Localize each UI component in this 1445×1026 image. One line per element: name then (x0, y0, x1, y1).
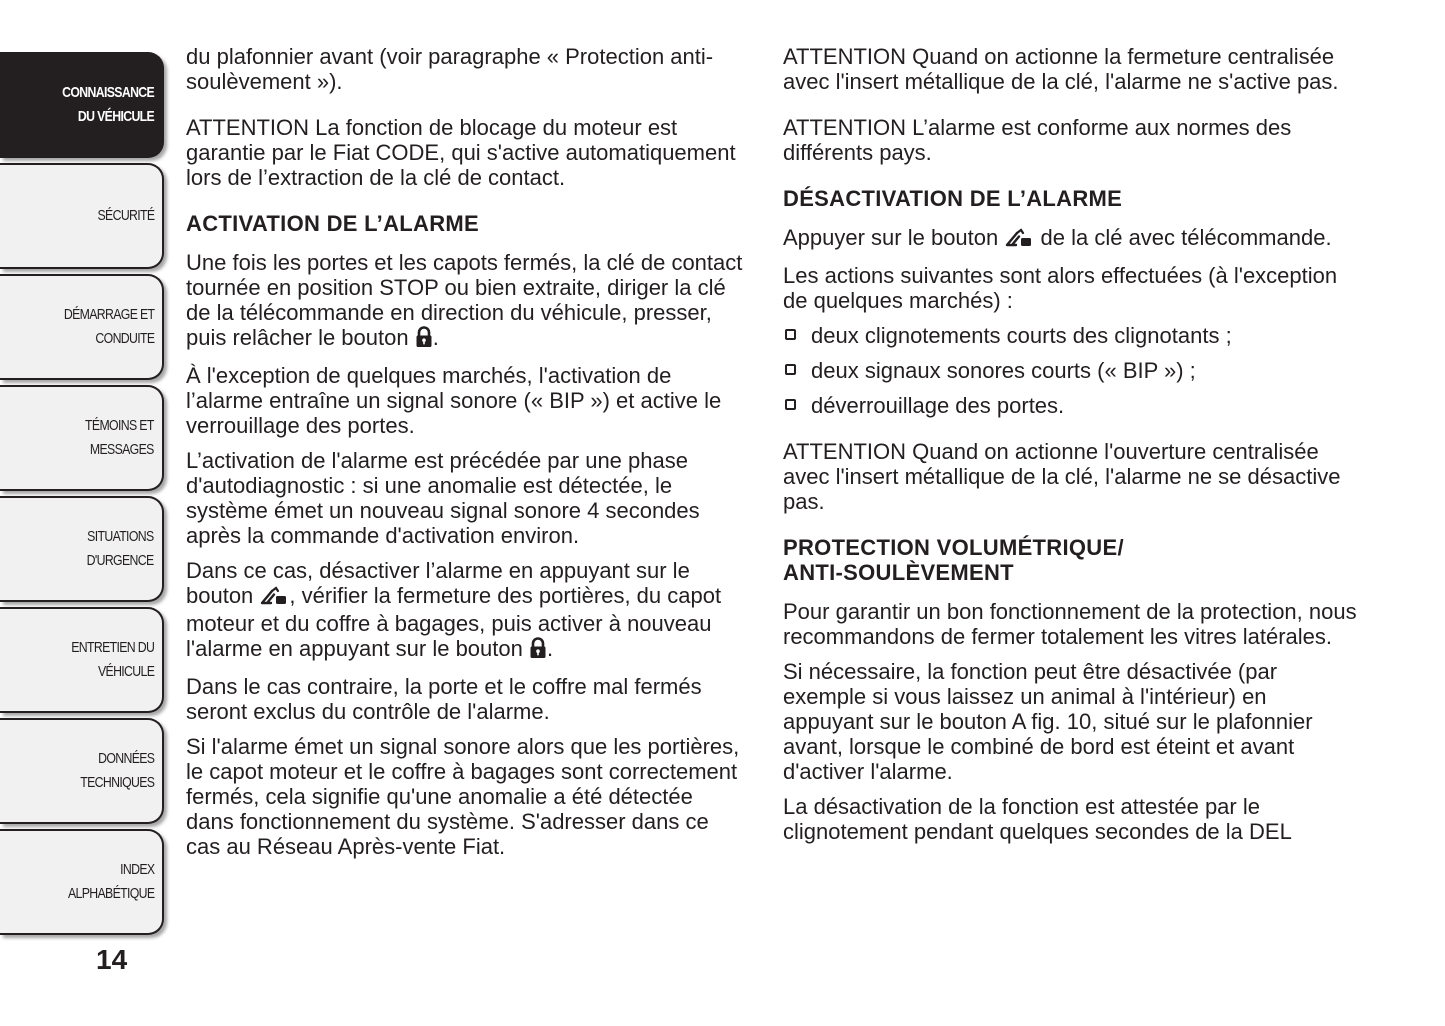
heading-line: ANTI-SOULÈVEMENT (783, 560, 1014, 585)
section-heading-desactivation: DÉSACTIVATION DE L’ALARME (783, 186, 1123, 211)
tab-donnees-techniques[interactable] (0, 718, 164, 824)
unlock-key-icon (1004, 228, 1034, 253)
list-item (783, 323, 1358, 348)
tab-label: CONNAISSANCE DU VÉHICULE (62, 84, 154, 125)
paragraph: Les actions suivantes sont alors effectuées (à l'exception de quelques marchés) : (783, 263, 1338, 313)
paragraph (186, 558, 746, 664)
tab-label: DÉMARRAGE ET CONDUITE (63, 306, 154, 347)
paragraph-text: , vérifier la fermeture des portières, du capot moteur et du coffre à bagages, puis activer à nouveau l'alarme en appuyant sur le bouton (186, 583, 722, 661)
paragraph-text: Une fois les portes et les capots fermés, la clé de contact tournée en position STOP ou bien extraite, diriger la clé de la télécommande en direction du véhicule, presser, puis relâcher le bouton (186, 250, 743, 350)
tab-label: SITUATIONS D'URGENCE (87, 528, 154, 569)
paragraph (186, 250, 746, 353)
list-item (783, 393, 1358, 418)
tab-label: INDEX ALPHABÉTIQUE (67, 861, 154, 902)
attention-note: ATTENTION Quand on actionne la fermeture centralisée avec l'insert métallique de la clé, l'alarme ne s'active pas. (783, 44, 1339, 94)
paragraph-text: Dans ce cas, désactiver l’alarme en appuyant sur le bouton (186, 558, 690, 608)
right-column (783, 44, 1358, 854)
paragraph: Si l'alarme émet un signal sonore alors que les portières, le capot moteur et le coffre à bagages sont correctement fermés, cela signifie qu'une anomalie a été détectée dans fonctionnement du système. S'adresser dans ce cas au Réseau Après-vente Fiat. (186, 734, 740, 859)
paragraph-text: Appuyer sur le bouton (783, 225, 999, 250)
paragraph: À l'exception de quelques marchés, l'activation de l’alarme entraîne un signal sonore (« BIP ») et active le verrouillage des portes. (186, 363, 722, 438)
section-heading-protection (783, 535, 1358, 585)
checkbox-bullet-icon (785, 329, 796, 340)
left-column (186, 44, 746, 869)
heading-line: PROTECTION VOLUMÉTRIQUE/ (783, 535, 1124, 560)
tab-label: TÉMOINS ET MESSAGES (85, 417, 154, 458)
attention-note: ATTENTION Quand on actionne l'ouverture centralisée avec l'insert métallique de la clé, l'alarme ne se désactive pas. (783, 439, 1341, 514)
list-item (783, 358, 1358, 383)
tab-connaissance-du-vehicule[interactable] (0, 52, 164, 158)
paragraph: La désactivation de la fonction est attestée par le clignotement pendant quelques secondes de la DEL (783, 794, 1292, 844)
unlock-key-icon (259, 586, 289, 611)
paragraph: du plafonnier avant (voir paragraphe « Protection anti-soulèvement »). (186, 44, 714, 94)
page-number: 14 (96, 944, 128, 975)
paragraph-text: de la clé avec télécommande. (1040, 225, 1332, 250)
tab-entretien-du-vehicule[interactable] (0, 607, 164, 713)
paragraph-text: . (432, 325, 439, 350)
paragraph: L’activation de l'alarme est précédée par une phase d'autodiagnostic : si une anomalie est détectée, le système émet un nouveau signal sonore 4 secondes après la commande d'activation environ. (186, 448, 700, 548)
action-list (783, 323, 1358, 418)
paragraph (783, 225, 1358, 253)
paragraph-text: . (547, 636, 554, 661)
tab-situations-urgence[interactable] (0, 496, 164, 602)
list-item-text: deux signaux sonores courts (« BIP ») ; (811, 358, 1196, 383)
lock-icon (415, 326, 433, 353)
lock-icon (529, 637, 547, 664)
tab-label: ENTRETIEN DU VÉHICULE (70, 639, 154, 680)
tab-label: SÉCURITÉ (97, 207, 154, 224)
tab-demarrage-et-conduite[interactable] (0, 274, 164, 380)
checkbox-bullet-icon (785, 399, 796, 410)
paragraph: Dans le cas contraire, la porte et le coffre mal fermés seront exclus du contrôle de l'alarme. (186, 674, 702, 724)
tab-label: DONNÉES TECHNIQUES (79, 750, 154, 791)
checkbox-bullet-icon (785, 364, 796, 375)
section-heading-activation: ACTIVATION DE L’ALARME (186, 211, 479, 236)
attention-note: ATTENTION L’alarme est conforme aux normes des différents pays. (783, 115, 1292, 165)
tab-securite[interactable] (0, 163, 164, 269)
tab-index-alphabetique[interactable] (0, 829, 164, 935)
paragraph: Si nécessaire, la fonction peut être désactivée (par exemple si vous laissez un animal à l'intérieur) en appuyant sur le bouton A fig. 10, situé sur le plafonnier avant, lorsque le combiné de bord est éteint et avant d'activer l'alarme. (783, 659, 1313, 784)
attention-note: ATTENTION La fonction de blocage du moteur est garantie par le Fiat CODE, qui s'active automatiquement lors de l’extraction de la clé de contact. (186, 115, 736, 190)
tab-temoins-et-messages[interactable] (0, 385, 164, 491)
paragraph: Pour garantir un bon fonctionnement de la protection, nous recommandons de fermer totalement les vitres latérales. (783, 599, 1357, 649)
list-item-text: déverrouillage des portes. (811, 393, 1065, 418)
list-item-text: deux clignotements courts des clignotants ; (811, 323, 1232, 348)
